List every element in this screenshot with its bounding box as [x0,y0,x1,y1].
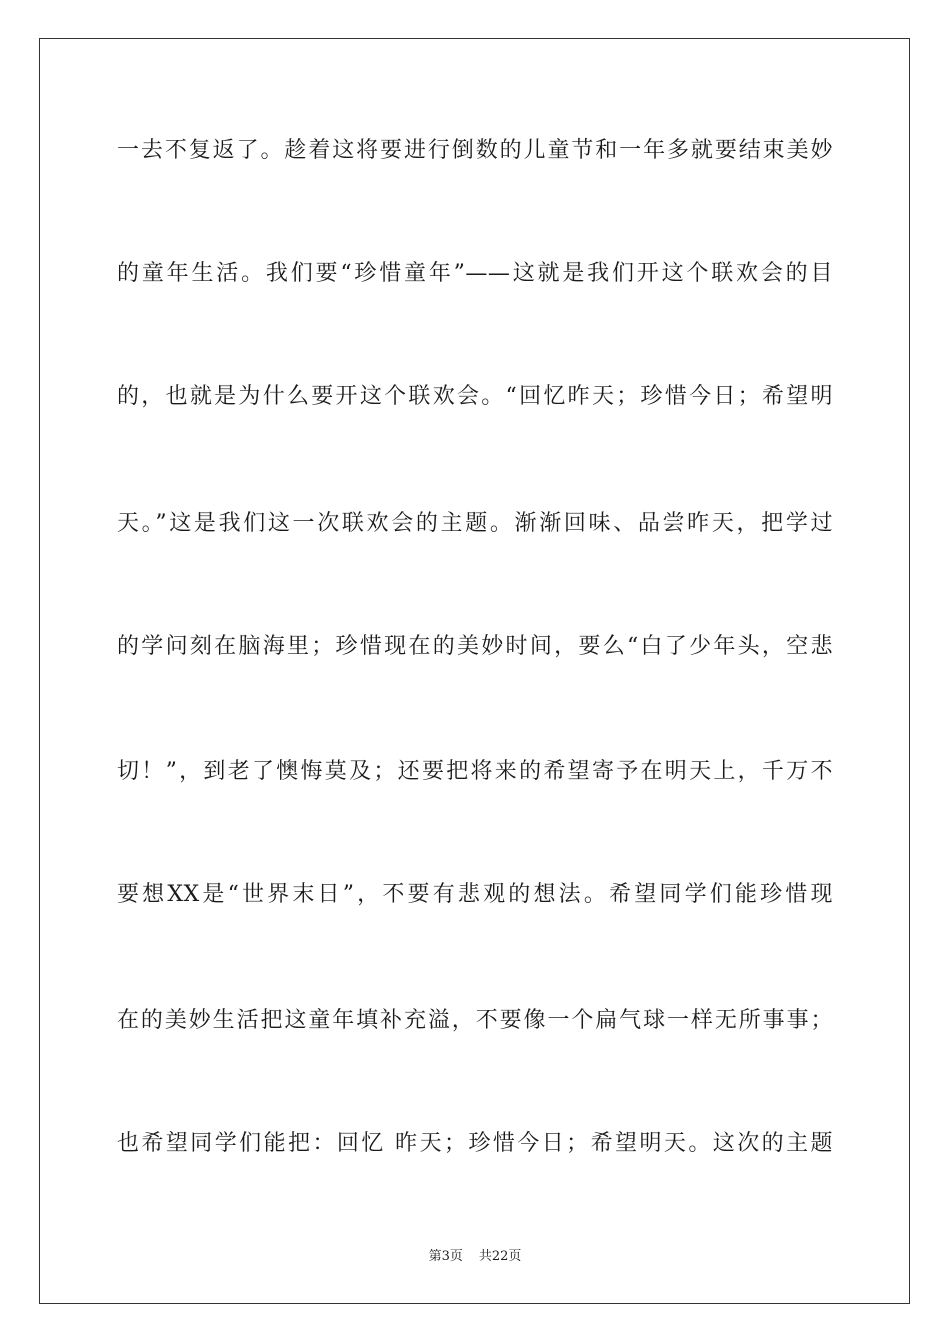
text-line: 的童年生活。我们要“珍惜童年”——这就是我们开这个联欢会的目 [117,261,833,286]
page-footer [0,1248,950,1266]
text-line: 一去不复返了。趁着这将要进行倒数的儿童节和一年多就要结束美妙 [117,138,833,163]
page-number: 第3页 [428,1249,463,1264]
page-total: 共22页 [478,1249,522,1264]
page-frame [39,38,910,1304]
text-line: 天。”这是我们这一次联欢会的主题。渐渐回味、品尝昨天，把学过 [117,511,833,536]
text-line: 要想XX是“世界末日”，不要有悲观的想法。希望同学们能珍惜现 [117,882,833,907]
text-line: 的，也就是为什么要开这个联欢会。“回忆昨天；珍惜今日；希望明 [117,384,833,409]
text-line: 在的美妙生活把这童年填补充溢，不要像一个扁气球一样无所事事； [117,1008,833,1033]
text-line: 也希望同学们能把：回忆 昨天；珍惜今日；希望明天。这次的主题 [117,1131,833,1156]
text-line: 的学问刻在脑海里；珍惜现在的美妙时间，要么“白了少年头，空悲 [117,634,833,659]
text-line: 切！”，到老了懊悔莫及；还要把将来的希望寄予在明天上，千万不 [117,759,833,784]
